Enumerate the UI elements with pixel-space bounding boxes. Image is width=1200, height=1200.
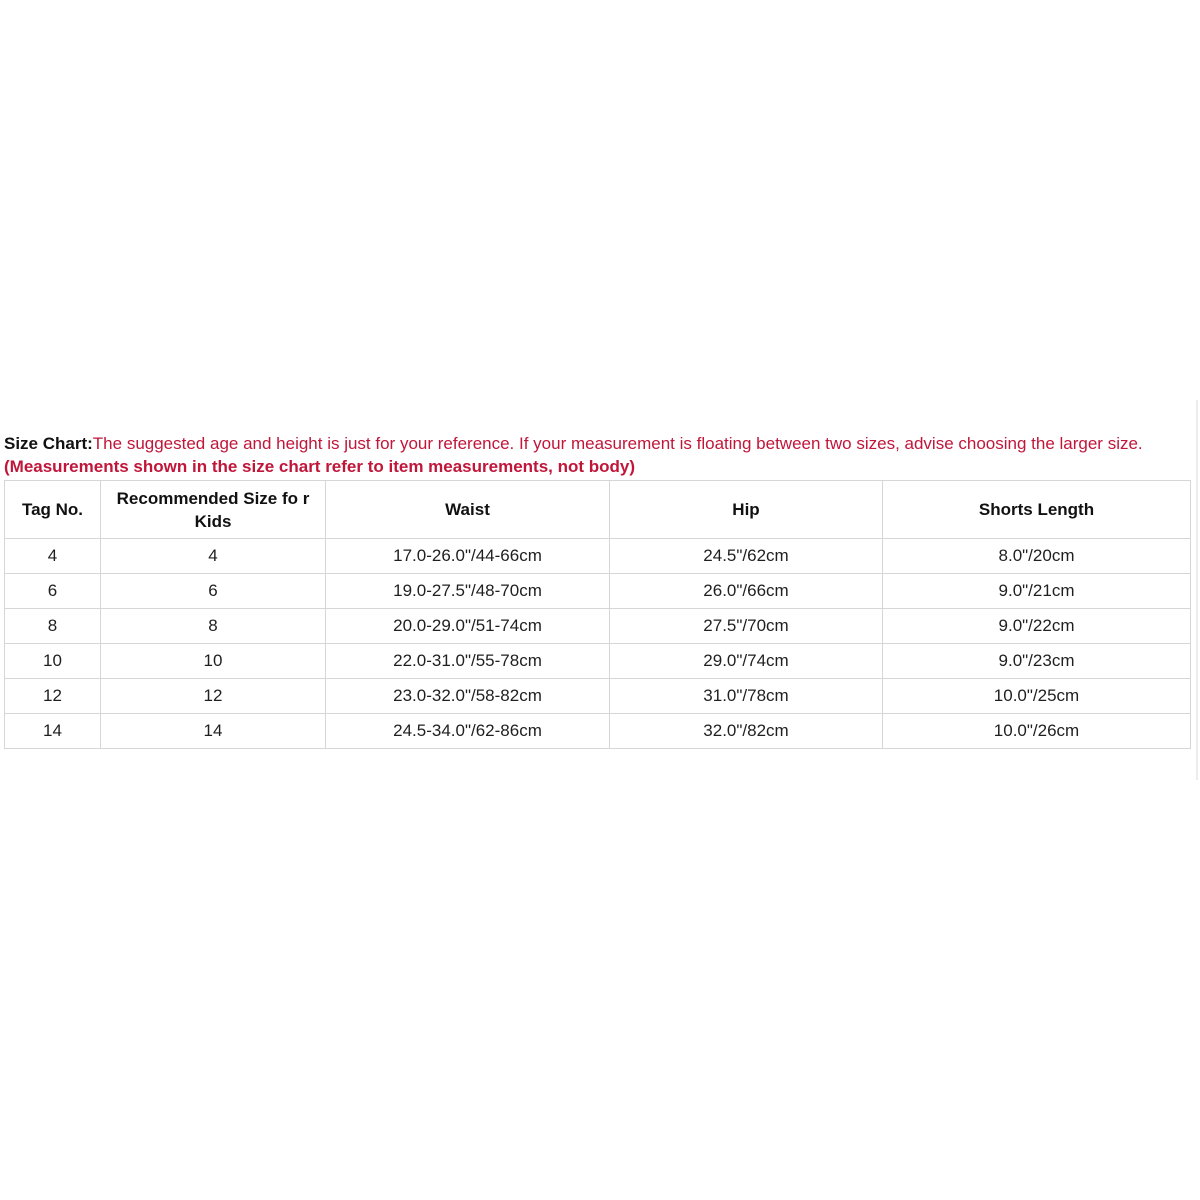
cell-tag-no: 8 bbox=[5, 609, 101, 644]
size-chart-table bbox=[4, 480, 1191, 749]
table-row bbox=[5, 574, 1191, 609]
cell-tag-no: 14 bbox=[5, 714, 101, 749]
header-tag-no: Tag No. bbox=[5, 481, 101, 539]
cell-hip: 27.5"/70cm bbox=[610, 609, 883, 644]
cell-waist: 23.0-32.0"/58-82cm bbox=[326, 679, 610, 714]
cell-tag-no: 4 bbox=[5, 539, 101, 574]
header-shorts-length: Shorts Length bbox=[883, 481, 1191, 539]
cell-recommended-size: 14 bbox=[101, 714, 326, 749]
cell-recommended-size: 4 bbox=[101, 539, 326, 574]
cell-waist: 20.0-29.0"/51-74cm bbox=[326, 609, 610, 644]
header-waist: Waist bbox=[326, 481, 610, 539]
cell-hip: 32.0"/82cm bbox=[610, 714, 883, 749]
cell-shorts-length: 10.0"/26cm bbox=[883, 714, 1191, 749]
header-recommended-size: Recommended Size fo r Kids bbox=[101, 481, 326, 539]
cell-shorts-length: 9.0"/22cm bbox=[883, 609, 1191, 644]
cell-recommended-size: 12 bbox=[101, 679, 326, 714]
cell-tag-no: 12 bbox=[5, 679, 101, 714]
cell-hip: 31.0"/78cm bbox=[610, 679, 883, 714]
header-hip: Hip bbox=[610, 481, 883, 539]
cell-waist: 22.0-31.0"/55-78cm bbox=[326, 644, 610, 679]
cell-hip: 24.5"/62cm bbox=[610, 539, 883, 574]
measurement-disclaimer: (Measurements shown in the size chart refer to item measurements, not body) bbox=[4, 457, 636, 476]
cell-tag-no: 6 bbox=[5, 574, 101, 609]
table-row bbox=[5, 644, 1191, 679]
size-chart-note bbox=[4, 432, 1194, 478]
table-row bbox=[5, 679, 1191, 714]
cell-waist: 17.0-26.0"/44-66cm bbox=[326, 539, 610, 574]
table-row bbox=[5, 609, 1191, 644]
size-chart-label: Size Chart: bbox=[4, 434, 93, 453]
table-row bbox=[5, 714, 1191, 749]
cell-shorts-length: 8.0"/20cm bbox=[883, 539, 1191, 574]
cell-recommended-size: 8 bbox=[101, 609, 326, 644]
table-header-row bbox=[5, 481, 1191, 539]
cell-hip: 26.0"/66cm bbox=[610, 574, 883, 609]
cell-tag-no: 10 bbox=[5, 644, 101, 679]
cell-waist: 19.0-27.5"/48-70cm bbox=[326, 574, 610, 609]
page-edge-divider bbox=[1196, 400, 1198, 780]
cell-shorts-length: 10.0"/25cm bbox=[883, 679, 1191, 714]
cell-recommended-size: 10 bbox=[101, 644, 326, 679]
cell-recommended-size: 6 bbox=[101, 574, 326, 609]
cell-shorts-length: 9.0"/23cm bbox=[883, 644, 1191, 679]
table-row bbox=[5, 539, 1191, 574]
cell-hip: 29.0"/74cm bbox=[610, 644, 883, 679]
cell-waist: 24.5-34.0"/62-86cm bbox=[326, 714, 610, 749]
size-chart-reference-text: The suggested age and height is just for your reference. If your measurement is floating between two sizes, advise choosing the larger size. bbox=[92, 434, 1143, 453]
cell-shorts-length: 9.0"/21cm bbox=[883, 574, 1191, 609]
